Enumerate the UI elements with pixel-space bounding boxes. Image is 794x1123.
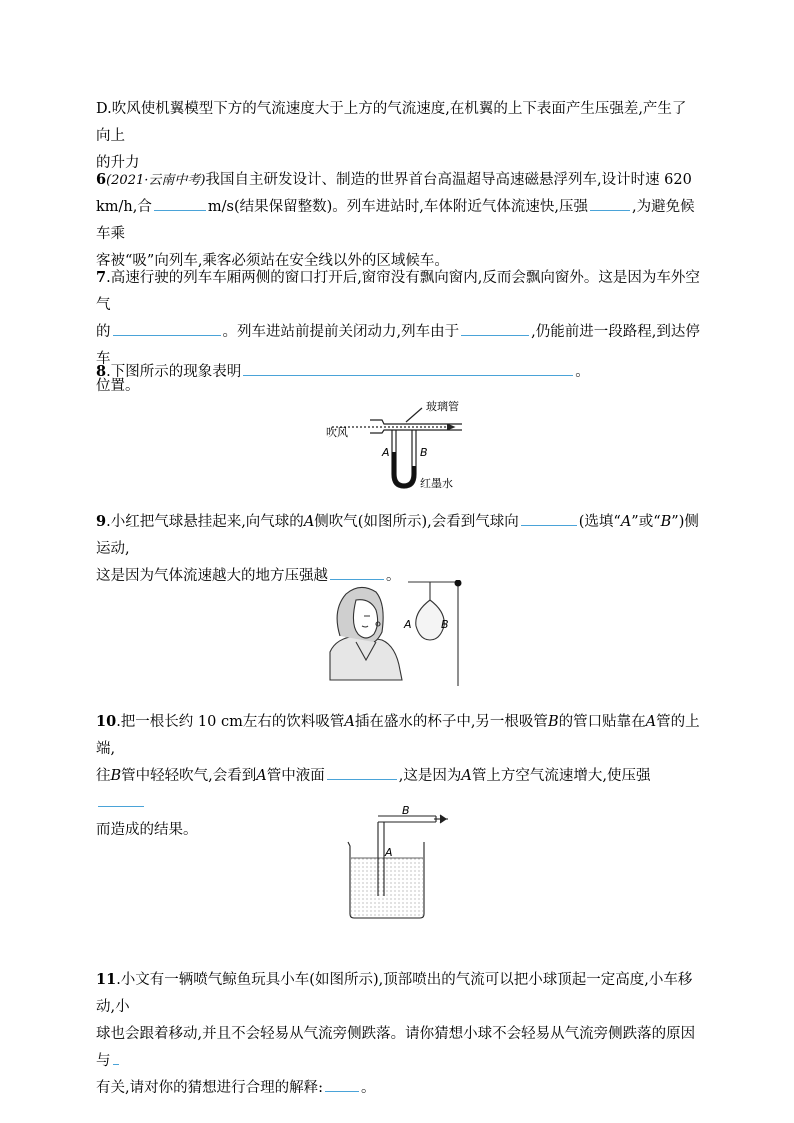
u-tube-figure — [322, 396, 472, 496]
answer-blank[interactable] — [330, 563, 384, 580]
answer-blank[interactable] — [243, 359, 573, 376]
question-11: 11.小文有一辆喷气鲸鱼玩具小车(如图所示),顶部喷出的气流可以把小球顶起一定高度,小车移动,小 球也会跟着移动,并且不会轻易从气流旁侧跌落。请你猜想小球不会轻易从气流旁侧跌落的原因与 有关,请对你的猜想进行合理的解释: 。 — [96, 971, 696, 1096]
question-number: 8 — [96, 363, 107, 380]
beaker-straws-figure — [342, 806, 452, 922]
question-8: 8.下图所示的现象表明 。 — [96, 358, 700, 386]
question-source: (2021·云南中考) — [106, 173, 206, 188]
question-number: 11 — [96, 971, 117, 988]
question-number: 7 — [96, 269, 107, 286]
red-ink-label: 红墨水 — [420, 477, 453, 490]
answer-blank[interactable] — [154, 194, 206, 211]
balloon-b-label: B — [441, 618, 449, 631]
question-number: 10 — [96, 713, 117, 730]
answer-blank[interactable] — [113, 319, 221, 336]
question-6: 6(2021·云南中考)我国自主研发设计、制造的世界首台高温超导高速磁悬浮列车,设计时速 620 km/h,合 m/s(结果保留整数)。列车进站时,车体附近气体流速快,压强 ,为避免候车乘 客被“吸”向列车,乘客必须站在安全线以外的区域候车。 — [96, 171, 695, 269]
question-10: 10.把一根长约 10 cm左右的饮料吸管A插在盛水的杯子中,另一根吸管B的管口贴靠在A管的上端, 往B管中轻轻吹气,会看到A管中液面 ,这是因为A管上方空气流速增大,使压强 而造成的结果。 — [96, 713, 700, 838]
question-9: 9.小红把气球悬挂起来,向气球的A侧吹气(如图所示),会看到气球向 (选填“A”或“B”)侧运动, 这是因为气体流速越大的地方压强越 。 — [96, 508, 700, 590]
answer-blank[interactable] — [521, 509, 577, 526]
q5-option-d: D.吹风使机翼模型下方的气流速度大于上方的气流速度,在机翼的上下表面产生压强差,产生了向上 的升力 — [96, 101, 687, 171]
tube-b-label: B — [420, 446, 428, 459]
answer-blank[interactable] — [327, 763, 397, 780]
question-number: 6 — [96, 171, 107, 188]
answer-blank[interactable] — [590, 194, 630, 211]
blow-label: 吹风 — [326, 426, 348, 439]
balloon-a-label: A — [404, 618, 412, 631]
girl-balloon-figure — [326, 580, 476, 690]
answer-blank[interactable] — [325, 1075, 359, 1092]
tube-a-label: A — [382, 446, 390, 459]
answer-blank[interactable] — [461, 319, 529, 336]
straw-a-label: A — [385, 846, 393, 859]
glass-tube-label: 玻璃管 — [426, 400, 459, 413]
answer-blank[interactable] — [98, 790, 144, 807]
straw-b-label: B — [402, 806, 410, 817]
question-number: 9 — [96, 513, 107, 530]
answer-blank[interactable] — [113, 1048, 119, 1065]
question-7: 7.高速行驶的列车车厢两侧的窗口打开后,窗帘没有飘向窗内,反而会飘向窗外。这是因为车外空气 的 。列车进站前提前关闭动力,列车由于 ,仍能前进一段路程,到达停车 位置。 — [96, 269, 700, 394]
